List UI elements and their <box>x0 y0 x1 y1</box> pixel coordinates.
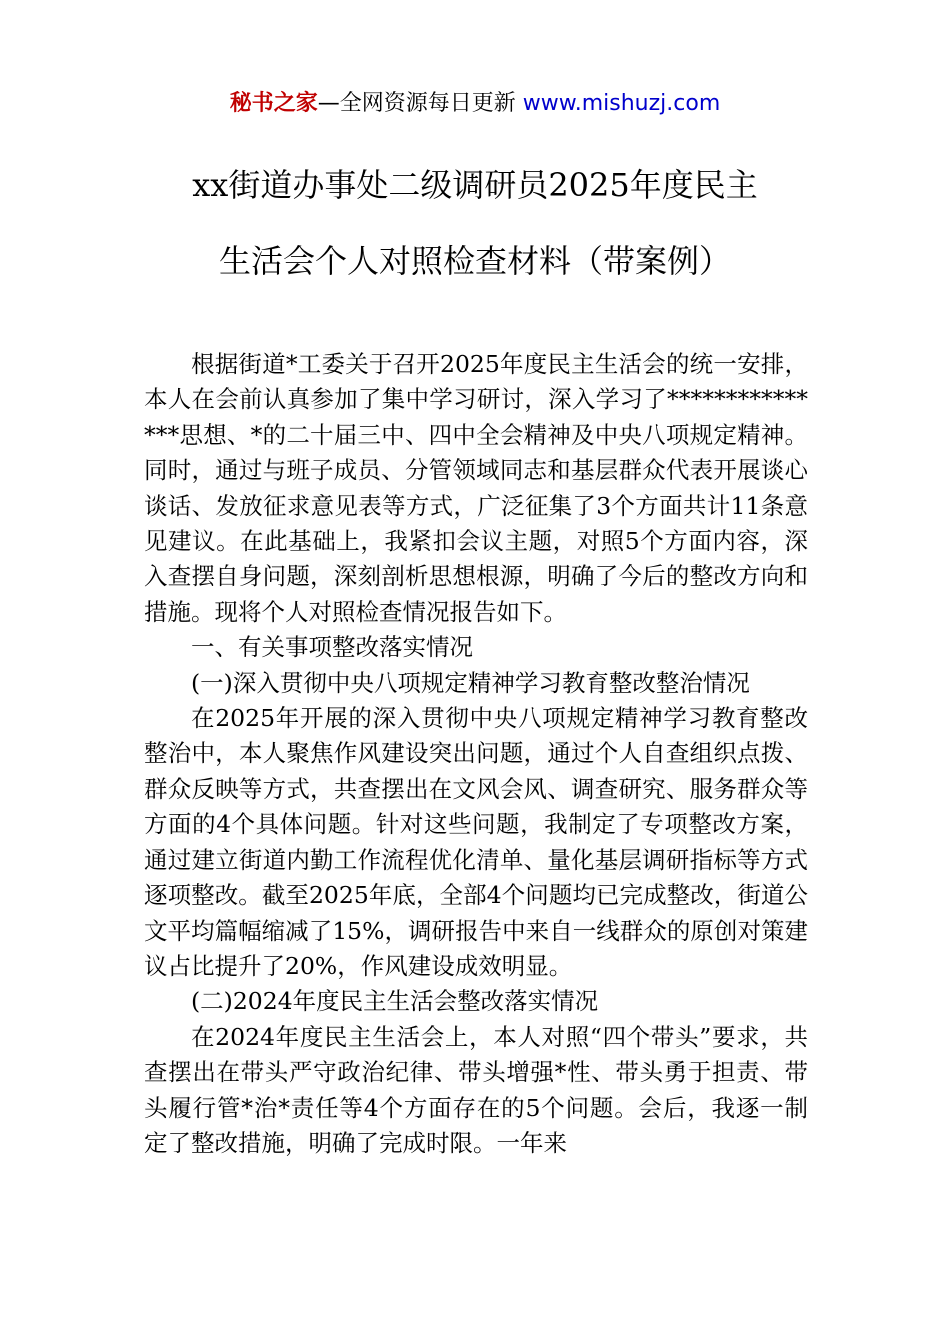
paragraph-subsection-2: 在2024年度民主生活会上，本人对照“四个带头”要求，共查摆出在带头严守政治纪律、带头增强*性、带头勇于担责、带头履行管*治*责任等4个方面存在的5个问题。会后，我逐一制定了整改措施，明确了完成时限。一年来 <box>144 1022 808 1157</box>
paragraph-intro: 根据街道*工委关于召开2025年度民主生活会的统一安排，本人在会前认真参加了集中学习研讨，深入学习了***************思想、*的二十届三中、四中全会精神及中央八项规定精神。同时，通过与班子成员、分管领域同志和基层群众代表开展谈心谈话、发放征求意见表等方式，广泛征集了3个方面共计11条意见建议。在此基础上，我紧扣会议主题，对照5个方面内容，深入查摆自身问题，深刻剖析思想根源，明确了今后的整改方向和措施。现将个人对照检查情况报告如下。 <box>144 350 808 626</box>
subsection-heading-2: (二)2024年度民主生活会整改落实情况 <box>191 987 599 1016</box>
title-line-1: xx街道办事处二级调研员2025年度民主 <box>192 166 758 204</box>
site-url-link[interactable]: www.mishuzj.com <box>522 91 721 116</box>
document-body <box>144 347 808 1161</box>
subsection-heading-1: (一)深入贯彻中央八项规定精神学习教育整改整治情况 <box>191 668 750 697</box>
site-brand: 秘书之家 <box>229 91 318 116</box>
site-header <box>0 88 950 120</box>
document-title <box>80 160 870 312</box>
title-line-2: 生活会个人对照检查材料（带案例） <box>218 242 731 280</box>
site-tagline: —全网资源每日更新 <box>317 91 516 116</box>
paragraph-subsection-1: 在2025年开展的深入贯彻中央八项规定精神学习教育整改整治中，本人聚焦作风建设突出问题，通过个人自查组织点拨、群众反映等方式，共查摆出在文风会风、调查研究、服务群众等方面的4个具体问题。针对这些问题，我制定了专项整改方案，通过建立街道内勤工作流程优化清单、量化基层调研指标等方式逐项整改。截至2025年底，全部4个问题均已完成整改，街道公文平均篇幅缩减了15%，调研报告中来自一线群众的原创对策建议占比提升了20%，作风建设成效明显。 <box>144 704 808 980</box>
section-heading-1: 一、有关事项整改落实情况 <box>191 633 473 662</box>
